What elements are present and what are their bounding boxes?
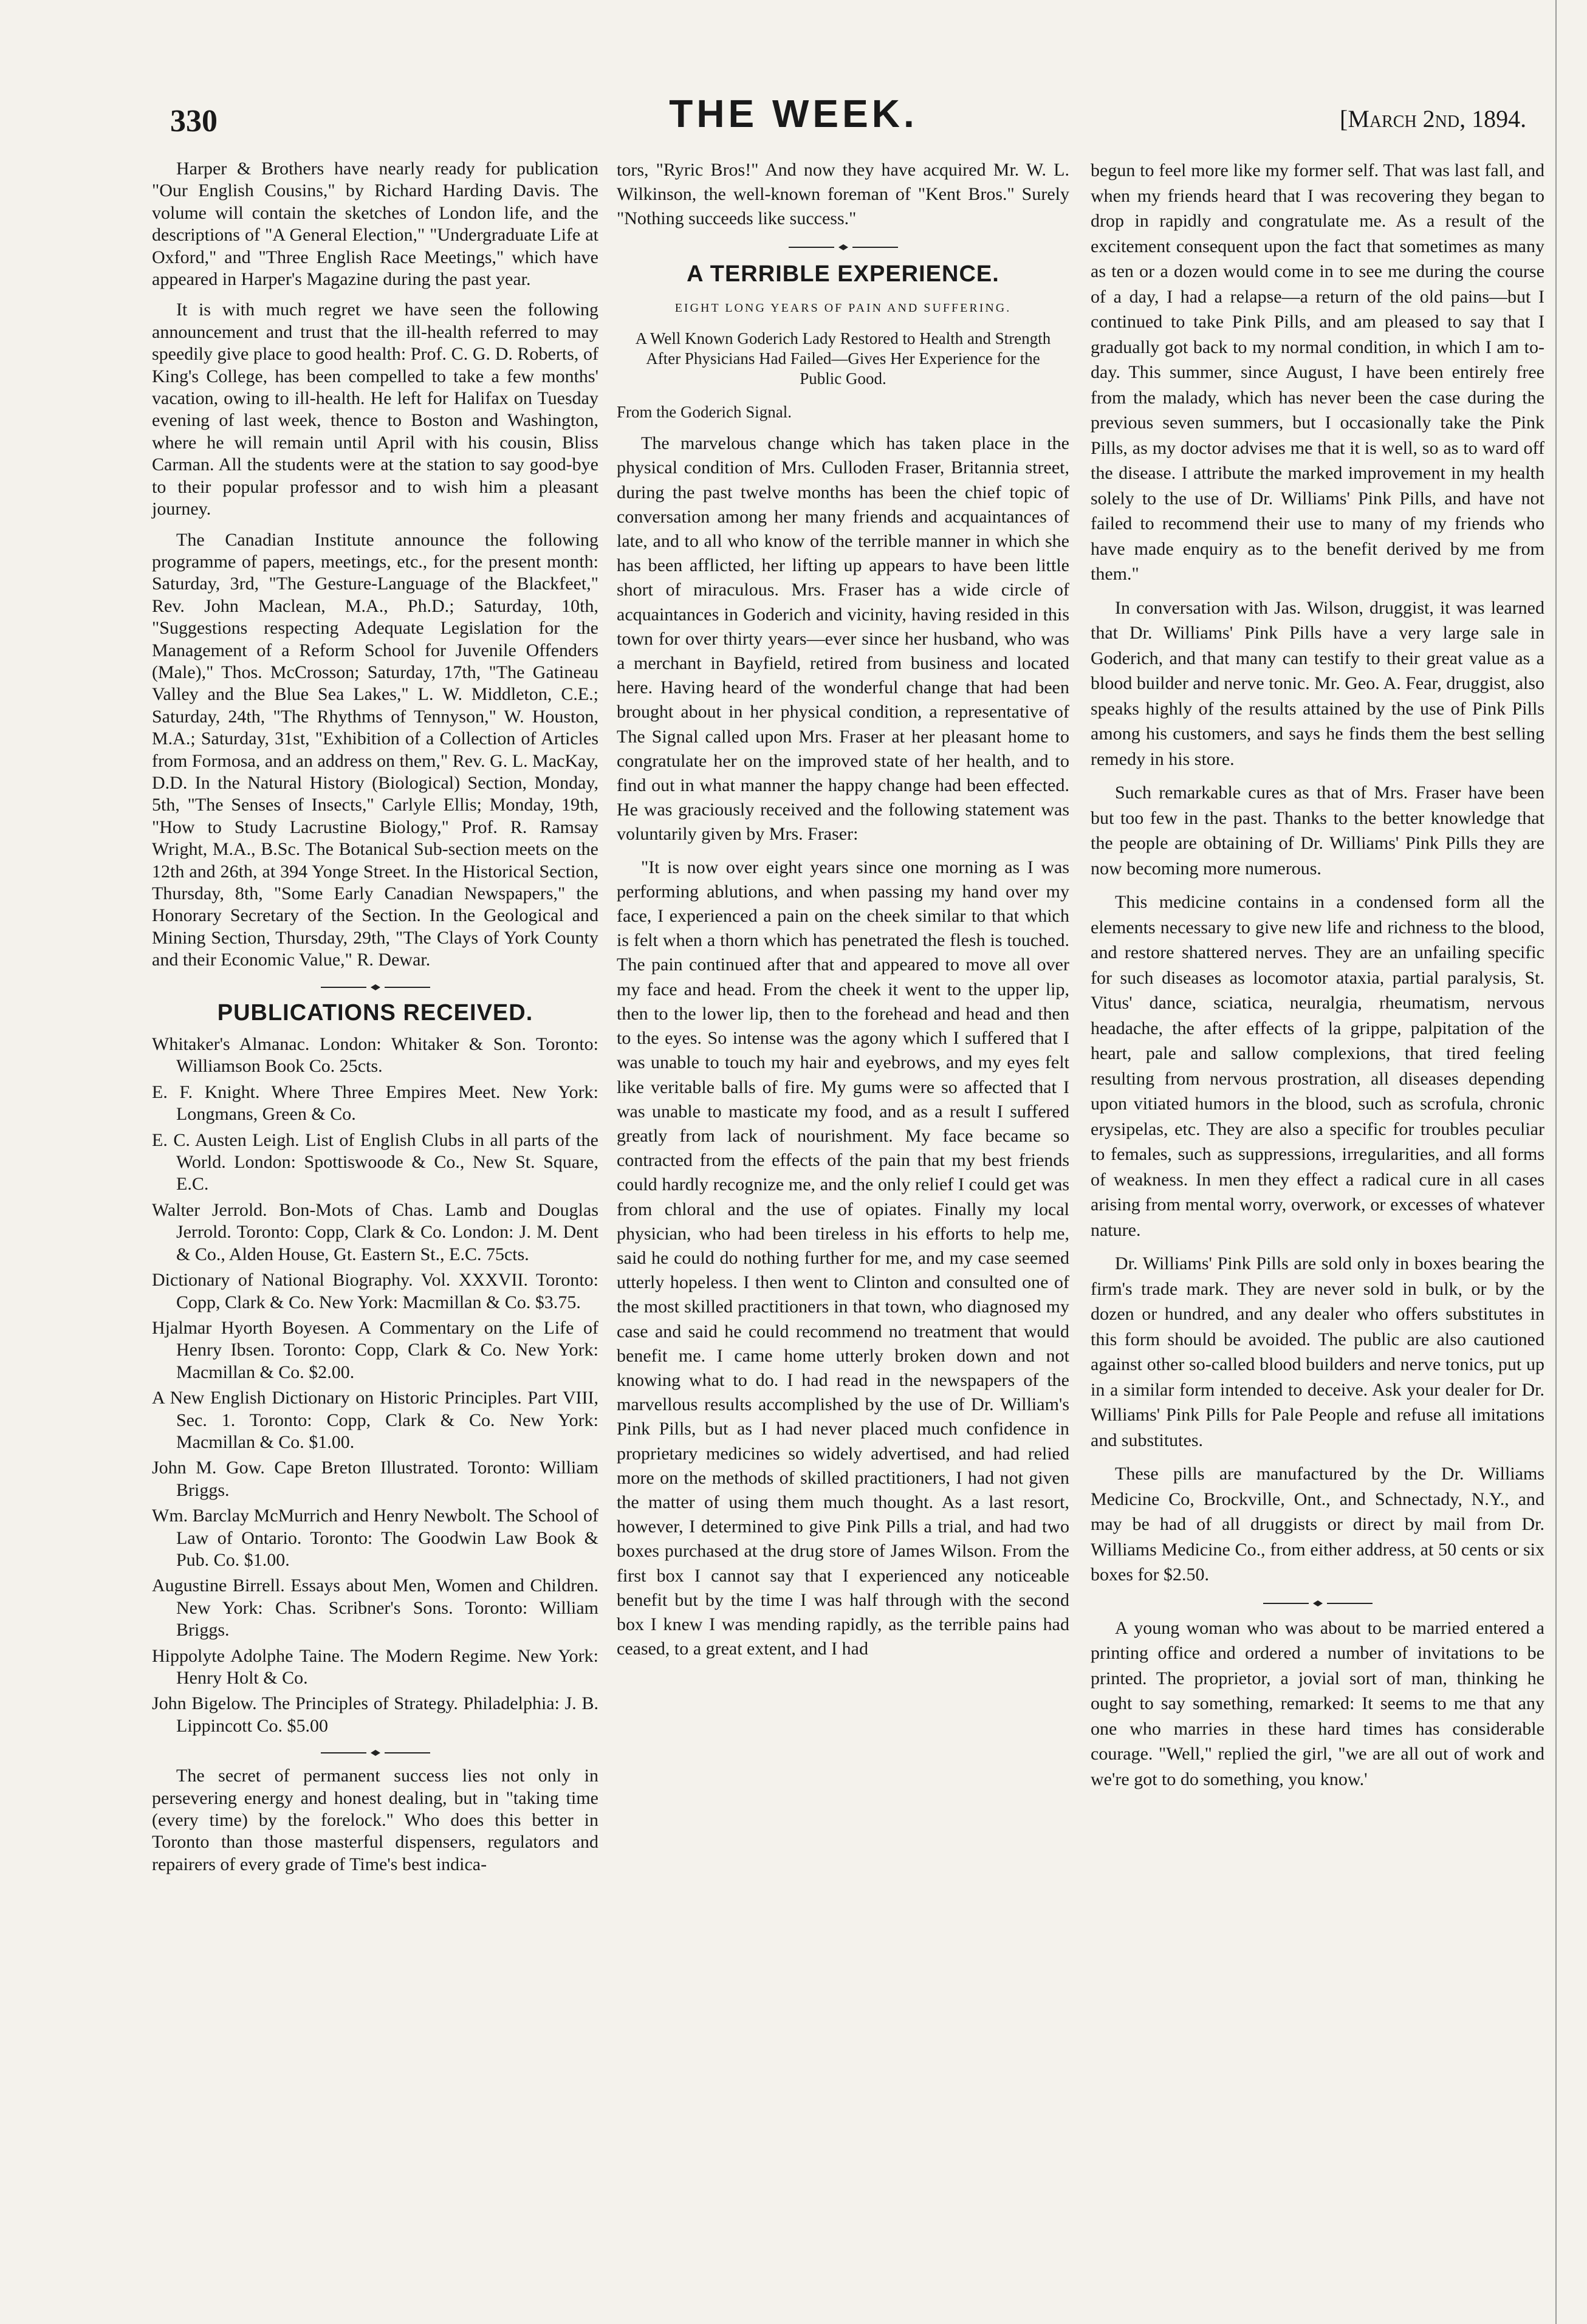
list-item: Walter Jerrold. Bon-Mots of Chas. Lamb and Douglas Jerrold. Toronto: Copp, Clark & Co. London: J. M. Dent & Co., Alden House, Gt. Eastern St., E.C. 75cts. [152, 1199, 598, 1264]
institute-programme: The Canadian Institute announce the following programme of papers, meetings, etc., for the present month: Saturday, 3rd, "The Gesture-Language of the Blackfeet," Rev. John Maclean, M.A., Ph.D.; Saturday, 10th, "Suggestions respecting Adequate Legislation for the Management of a Reform School for Juvenile Offenders (Male)," Thos. McCrosson; Saturday, 17th, "The Gatineau Valley and the Blue Sea Lakes," L. W. Middleton, C.E.; Saturday, 24th, "The Rhythms of Tennyson," W. Houston, M.A.; Saturday, 31st, "Exhibition of a Collection of Articles from Formosa, and an address on them," Rev. G. L. MacKay, D.D. In the Natural History (Biological) Section, Monday, 5th, "The Senses of Insects," Carlyle Ellis; Monday, 19th, "How to Study Lacrustine Biology," Prof. R. Ramsay Wright, M.A., B.Sc. The Botanical Sub-section meets on the 12th and 26th, at 394 Yonge Street. In the Historical Section, Thursday, 8th, "Some Early Canadian Newspapers," the Honorary Secretary of the Section. In the Geological and Mining Section, Thursday, 29th, "The Clays of York County and their Economic Value," R. Dewar. [152, 529, 598, 970]
article-paragraph: In conversation with Jas. Wilson, druggist, it was learned that Dr. Williams' Pink Pills have a very large sale in Goderich, and that many can testify to their great value as a blood builder and nerve tonic. Mr. Geo. A. Fear, druggist, also speaks highly of the results attained by the use of Pink Pills among his customers, and says he finds them the best selling remedy in his store. [1091, 597, 1544, 769]
publications-list [152, 1033, 598, 1737]
article-deck: A Well Known Goderich Lady Restored to Health and Strength After Physicians Had Failed—Gives Her Experience for the Public Good. [635, 329, 1051, 388]
list-item: E. C. Austen Leigh. List of English Clubs in all parts of the World. London: Spottiswoode & Co., New St. Square, E.C. [152, 1129, 598, 1195]
article-paragraph: The marvelous change which has taken place in the physical condition of Mrs. Culloden Fraser, Britannia street, during the past twelve months has been the chief topic of conversation among her many friends and acquaintances of late, and to all who know of the terrible manner in which she has been afflicted, her lifting up appears to have been little short of miraculous. Mrs. Fraser has a wide circle of acquaintances in Goderich and vicinity, having resided in this town for over thirty years—ever since her husband, who was a merchant in Bayfield, retired from business and located here. Having heard of the wonderful change that had been brought about in her physical condition, a representative of The Signal called upon Mrs. Fraser at her pleasant home to congratulate her on the improved state of her health, and to find out in what manner the happy change had been effected. He was graciously received and the following statement was voluntarily given by Mrs. Fraser: [617, 433, 1069, 845]
list-item: Hippolyte Adolphe Taine. The Modern Regime. New York: Henry Holt & Co. [152, 1645, 598, 1688]
article-paragraph: These pills are manufactured by the Dr. Williams Medicine Co, Brockville, Ont., and Schnectady, N.Y., and may be had of all druggists or direct by mail from Dr. Williams Medicine Co., from either address, at 50 cents or six boxes for $2.50. [1091, 1464, 1544, 1585]
article-title: A TERRIBLE EXPERIENCE. [687, 261, 999, 287]
list-item: Wm. Barclay McMurrich and Henry Newbolt. The School of Law of Ontario. Toronto: The Goodwin Law Book & Pub. Co. $1.00. [152, 1506, 598, 1570]
article-paragraph: "It is now over eight years since one morning as I was performing ablutions, and when passing my hand over my face, I experienced a pain on the cheek similar to that which is felt when a thorn which has penetrated the flesh is touched. The pain continued after that and appeared to move all over my face and head. From the cheek it went to the upper lip, then to the lower lip, then to the forehead and head and then to the eyes. So intense was the agony which I suffered that I was unable to touch my hair and eyebrows, and my eyes felt like veritable balls of fire. My gums were so affected that I was unable to masticate my food, and as a result I suffered greatly from lack of nourishment. My face became so contracted from the effects of the pain that my best friends could hardly recognize me, and the only relief I could get was from chloral and the use of opiates. Finally my local physician, who had been tireless in his efforts to help me, said he could do nothing further for me, and my case seemed utterly hopeless. I then went to Clinton and consulted one of the most skilled practitioners in that town, who diagnosed my case and said he could recommend no treatment that would benefit me. I came home utterly broken down and not knowing what to do. I had read in the newspapers of the marvellous results accomplished by the use of Dr. William's Pink Pills, but as I had never placed much confidence in proprietary medicines so widely advertised, and had relied more on the methods of skilled practitioners, I had not given the matter of using them much thought. As a last resort, however, I determined to give Pink Pills a trial, and had two boxes purchased at the drug store of James Wilson. From the first box I cannot say that I experienced any noticeable benefit but by the time I was half through with the second box I knew I was mending rapidly, as the terrible pains had ceased, to a great extent, and I had [617, 857, 1069, 1659]
list-item: Dictionary of National Biography. Vol. XXXVII. Toronto: Copp, Clark & Co. New York: Macmillan & Co. $3.75. [152, 1270, 598, 1312]
list-item: Augustine Birrell. Essays about Men, Women and Children. New York: Chas. Scribner's Sons. Toronto: William Briggs. [152, 1575, 598, 1640]
page-number: 330 [170, 104, 218, 139]
section-ornament [1263, 1600, 1373, 1607]
issue-date: [March 2nd, 1894. [1340, 105, 1527, 132]
section-ornament [321, 1749, 430, 1757]
publications-heading: PUBLICATIONS RECEIVED. [217, 999, 533, 1026]
wedding-anecdote: A young woman who was about to be married entered a printing office and ordered a number of invitations to be printed. The proprietor, a jovial sort of man, thinking he ought to say something, remarked: It seems to me that any one who marries in these hard times has considerable courage. "Well," replied the girl, "we are all out of work and we're got to do something, you know.' [1091, 1617, 1544, 1789]
article-paragraph: Such remarkable cures as that of Mrs. Fraser have been but too few in the past. Thanks to the better knowledge that the people are obtaining of Dr. Williams' Pink Pills they are now becoming more numerous. [1091, 783, 1544, 879]
article-paragraph: This medicine contains in a condensed form all the elements necessary to give new life and richness to the blood, and restore shattered nerves. They are an unfailing specific for such diseases as locomotor ataxia, partial paralysis, St. Vitus' dance, sciatica, neuralgia, rheumatism, nervous headache, the after effects of la grippe, palpitation of the heart, pale and sallow complexions, that tired feeling resulting from nervous prostration, all diseases depending upon vitiated humors in the blood, such as scrofula, chronic erysipelas, etc. They are also a specific for troubles peculiar to females, such as suppressions, irregularities, and all forms of weakness. In men they effect a radical cure in all cases arising from mental worry, overwork, or excesses of whatever nature. [1091, 892, 1544, 1240]
list-item: John Bigelow. The Principles of Strategy. Philadelphia: J. B. Lippincott Co. $5.00 [152, 1693, 598, 1736]
list-item: E. F. Knight. Where Three Empires Meet. New York: Longmans, Green & Co. [152, 1081, 598, 1125]
column-1 [152, 158, 598, 1884]
article-subhead: EIGHT LONG YEARS OF PAIN AND SUFFERING. [674, 301, 1012, 315]
column-3 [1091, 158, 1544, 1800]
masthead-title: THE WEEK. [669, 92, 918, 135]
harper-notice: Harper & Brothers have nearly ready for publication "Our English Cousins," by Richard Harding Davis. The volume will contain the sketches of London life, and the descriptions of "A General Election," "Undergraduate Life at Oxford," and "Three English Race Meetings," which have appeared in Harper's Magazine during the past year. [152, 159, 598, 290]
list-item: A New English Dictionary on Historic Principles. Part VIII, Sec. 1. Toronto: Copp, Clark & Co. New York: Macmillan & Co. $1.00. [152, 1388, 598, 1452]
roberts-notice: It is with much regret we have seen the following announcement and trust that the ill-health referred to may speedily give place to good health: Prof. C. G. D. Roberts, of King's College, has been compelled to take a few months' vacation, owing to ill-health. He left for Halifax on Tuesday evening of last week, thence to Boston and Washington, where he will remain until April with his cousin, Bliss Carman. All the students were at the station to say good-bye to their popular professor and to wish him a pleasant journey. [152, 300, 598, 519]
page-header [0, 79, 1587, 146]
section-ornament [789, 244, 898, 251]
ryrie-continuation: tors, "Ryric Bros!" And now they have acquired Mr. W. L. Wilkinson, the well-known foreman of "Kent Bros." Surely "Nothing succeeds like success." [617, 160, 1069, 229]
article-paragraph: begun to feel more like my former self. That was last fall, and when my friends heard that I was recovering they began to drop in rapidly and congratulate me. As a result of the excitement consequent upon the fact that sometimes as many as ten or a dozen would come in to see me during the course of a day, I had a relapse—a return of the old pains—but I continued to take Pink Pills, and am pleased to say that I gradually got back to my normal condition, in which I am to-day. This summer, since August, I have been entirely free from the malady, which has never been the case during the previous seven summers, but I occasionally take the Pink Pills, as my doctor advises me that it is well, so as to ward off the disease. I attribute the marked improvement in my health solely to the use of Dr. Williams' Pink Pills, and have not failed to recommend their use to many of my friends who have made enquiry as to the benefit derived by me from them." [1091, 160, 1544, 584]
column-2 [617, 158, 1069, 1670]
article-paragraph: Dr. Williams' Pink Pills are sold only in boxes bearing the firm's trade mark. They are never sold in bulk, or by the dozen or hundred, and any dealer who offers substitutes in this form should be avoided. The public are also cautioned against other so-called blood builders and nerve tonics, put up in a similar form intended to deceive. Ask your dealer for Dr. Williams' Pink Pills for Pale People and refuse all imitations and substitutes. [1091, 1253, 1544, 1450]
page-edge-margin [1555, 0, 1582, 2324]
section-ornament [321, 984, 430, 991]
list-item: Whitaker's Almanac. London: Whitaker & Son. Toronto: Williamson Book Co. 25cts. [152, 1034, 598, 1077]
article-source: From the Goderich Signal. [617, 403, 792, 422]
ryrie-advert: The secret of permanent success lies not only in persevering energy and honest dealing, but in "taking time (every time) by the forelock." Who does this better in Toronto than those masterful dispensers, regulators and repairers of every grade of Time's best indica- [152, 1766, 598, 1874]
list-item: John M. Gow. Cape Breton Illustrated. Toronto: William Briggs. [152, 1458, 598, 1500]
list-item: Hjalmar Hyorth Boyesen. A Commentary on the Life of Henry Ibsen. Toronto: Copp, Clark & Co. New York: Macmillan & Co. $2.00. [152, 1317, 598, 1382]
